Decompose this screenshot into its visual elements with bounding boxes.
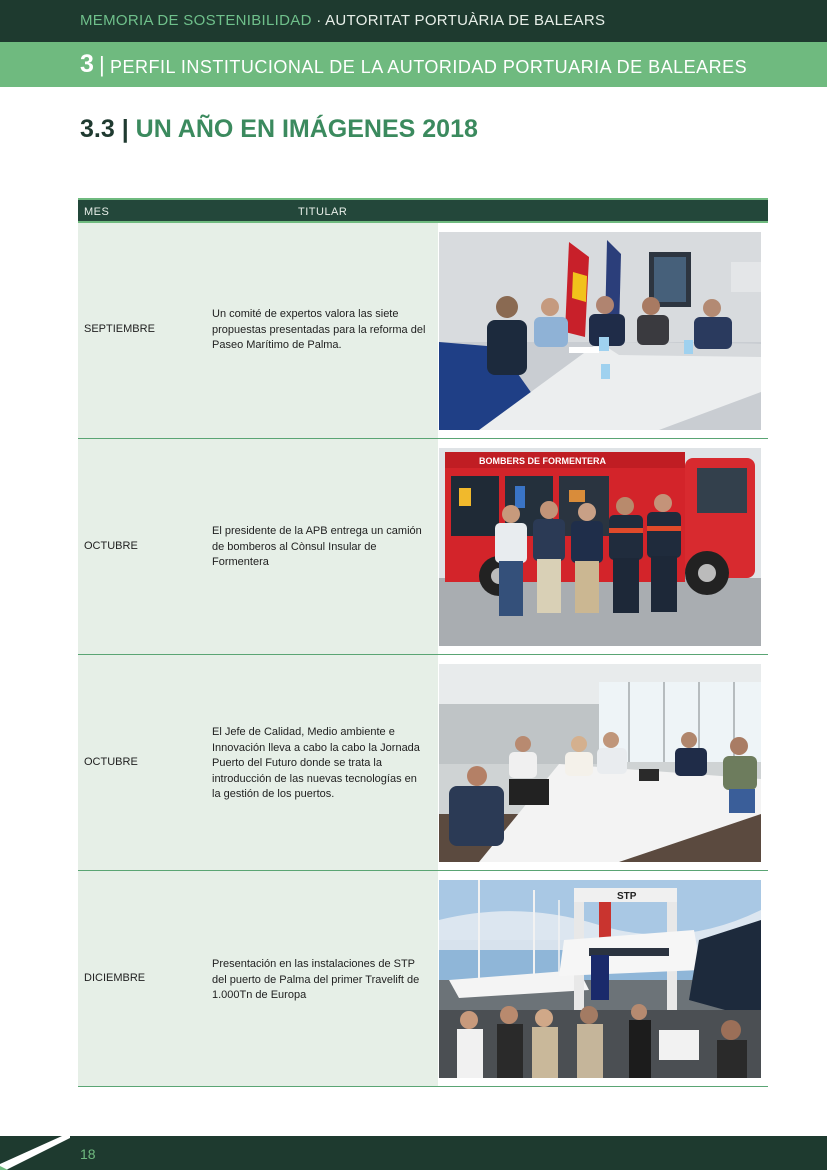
subsection-number: 3.3: [80, 115, 115, 143]
meeting-photo-illustration: [439, 232, 761, 430]
section-title: PERFIL INSTITUCIONAL DE LA AUTORIDAD PORTUARIA DE BALEARES: [110, 57, 748, 77]
title-divider: |: [121, 115, 136, 143]
table-row: [78, 655, 768, 871]
truck-label: BOMBERS DE FORMENTERA: [479, 456, 607, 466]
row-headline: Presentación en las instalaciones de STP del puerto de Palma del primer Travelift de 1.000Tn de Europa: [212, 958, 420, 1001]
meeting-photo: [439, 232, 761, 430]
table-row: [78, 439, 768, 655]
travelift-photo: [439, 880, 761, 1078]
subsection-title: UN AÑO EN IMÁGENES 2018: [135, 115, 478, 143]
row-month: OCTUBRE: [84, 756, 138, 768]
fire-truck-photo-illustration: [439, 448, 761, 646]
section-number: 3: [80, 50, 94, 78]
row-headline: El presidente de la APB entrega un camión de bomberos al Cònsul Insular de Formentera: [212, 525, 422, 568]
page-number: 18: [80, 1146, 96, 1162]
column-header-titular: TITULAR: [298, 206, 348, 218]
travelift-photo-illustration: [439, 880, 761, 1078]
section-divider: |: [99, 52, 105, 77]
org-name: AUTORITAT PORTUÀRIA DE BALEARS: [325, 12, 606, 29]
table-row: [78, 223, 768, 439]
row-headline: Un comité de expertos valora las siete propuestas presentadas para la reforma del Paseo Marítimo de Palma.: [212, 308, 426, 351]
footer-stripe-decoration: [0, 1136, 70, 1170]
row-headline: El Jefe de Calidad, Medio ambiente e Innovación lleva a cabo la cabo la Jornada Puerto del Futuro donde se trata la introducción de las nuevas tecnologías en la gestión de los puertos.: [212, 726, 420, 800]
row-month: DICIEMBRE: [84, 972, 146, 984]
conference-photo-illustration: [439, 664, 761, 862]
fire-truck-photo: [439, 448, 761, 646]
row-month: SEPTIEMBRE: [84, 323, 155, 335]
header-separator: ·: [316, 12, 322, 29]
column-header-mes: MES: [84, 206, 110, 218]
stp-label: STP: [617, 891, 637, 902]
doc-title: MEMORIA DE SOSTENIBILIDAD: [80, 12, 312, 29]
conference-photo: [439, 664, 761, 862]
page-title: [80, 115, 478, 144]
table-header: [78, 198, 768, 223]
table-row: [78, 871, 768, 1087]
header-text: [80, 12, 605, 29]
row-month: OCTUBRE: [84, 540, 138, 552]
page-footer: [0, 1136, 827, 1170]
events-table: [78, 198, 768, 1087]
top-header-bar: [0, 0, 827, 42]
section-bar: [0, 42, 827, 87]
